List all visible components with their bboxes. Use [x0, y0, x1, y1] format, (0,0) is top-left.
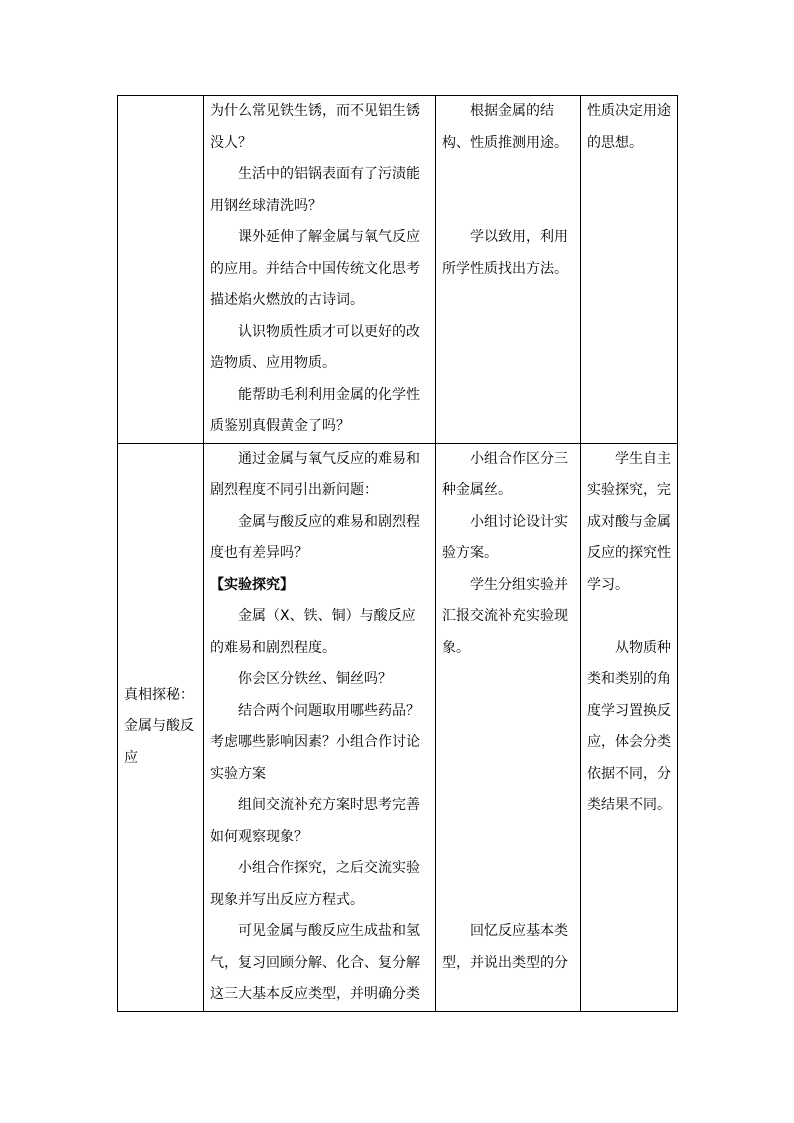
intent-text: 性质决定用途的思想。	[587, 103, 671, 151]
student-activity-cell	[436, 96, 581, 444]
teacher-text: 生活中的铝锅表面有了污渍能用钢丝球清洗吗？	[210, 166, 420, 214]
teacher-text: 结合两个问题取用哪些药品？考虑哪些影响因素？小组合作讨论实验方案	[210, 702, 420, 782]
lesson-plan-table	[117, 95, 678, 1012]
table-row	[118, 96, 678, 444]
section-heading: 【实验探究】	[210, 576, 294, 593]
student-text: 小组合作区分三种金属丝。	[442, 450, 568, 498]
teacher-text: 认识物质性质才可以更好的改造物质、应用物质。	[210, 323, 420, 371]
teacher-text: 你会区分铁丝、铜丝吗？	[238, 671, 392, 687]
teacher-text: 组间交流补充方案时思考完善如何观察现象？	[210, 797, 420, 845]
teacher-text: 通过金属与氧气反应的难易和剧烈程度不同引出新问题：	[210, 450, 420, 498]
student-text: 回忆反应基本类型，并说出类型的分	[442, 923, 568, 971]
student-text: 学以致用，利用所学性质找出方法。	[442, 229, 568, 277]
teacher-text: 为什么常见铁生锈，而不见铝生锈没人？	[210, 103, 420, 151]
teacher-text: 能帮助毛利利用金属的化学性质鉴别真假黄金了吗？	[210, 386, 420, 434]
student-activity-cell	[436, 443, 581, 1011]
design-intent-cell	[581, 443, 678, 1011]
intent-text: 学生自主实验探究，完成对酸与金属反应的探究性学习。	[587, 450, 671, 593]
teacher-activity-cell	[204, 443, 436, 1011]
teacher-text: 金属与酸反应的难易和剧烈程度也有差异吗？	[210, 513, 420, 561]
teacher-text: 小组合作探究，之后交流实验现象并写出反应方程式。	[210, 860, 420, 908]
student-text: 根据金属的结构、性质推测用途。	[442, 103, 568, 151]
stage-cell	[118, 96, 204, 444]
teacher-text: 可见金属与酸反应生成盐和氢气，复习回顾分解、化合、复分解这三大基本反应类型，并明确分类	[210, 923, 420, 1002]
spacer	[442, 159, 574, 222]
intent-text: 从物质种类和类别的角度学习置换反应，体会分类依据不同，分类结果不同。	[587, 639, 671, 813]
stage-cell	[118, 443, 204, 1011]
spacer	[442, 664, 574, 916]
spacer	[587, 601, 671, 633]
stage-text: 真相探秘：金属与酸反应	[124, 686, 194, 766]
teacher-text: 金属（X、铁、铜）与酸反应的难易和剧烈程度。	[210, 608, 416, 656]
student-text: 学生分组实验并汇报交流补充实验现象。	[442, 576, 568, 656]
teacher-text: 课外延伸了解金属与氧气反应的应用。并结合中国传统文化思考描述焰火燃放的古诗词。	[210, 229, 420, 308]
teacher-activity-cell	[204, 96, 436, 444]
student-text: 小组讨论设计实验方案。	[442, 513, 568, 561]
design-intent-cell	[581, 96, 678, 444]
table-row	[118, 443, 678, 1011]
